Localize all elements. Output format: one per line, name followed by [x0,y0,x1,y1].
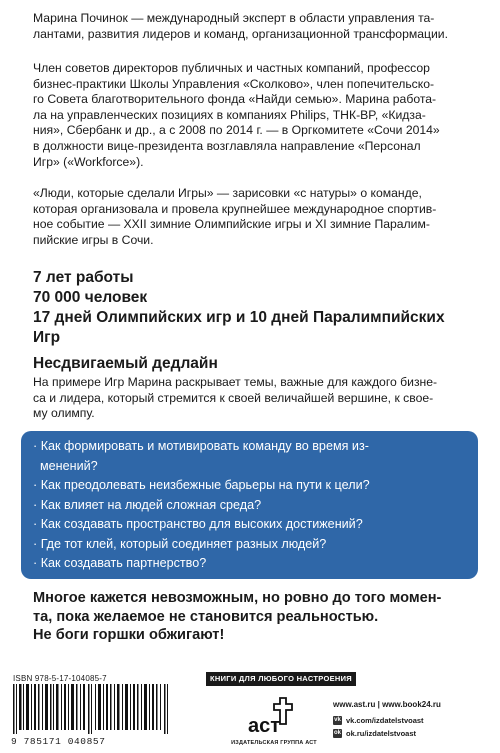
bio-line: Марина Починок — международный эксперт в области управления та- [33,11,435,25]
question-item: · Как создавать пространство для высоких достижений? [33,517,363,531]
bio-line: лантами, развития лидеров и команд, организационной трансформации. [33,26,449,41]
author-bio [33,11,470,42]
logo-text: аст [248,715,281,737]
isbn-label: ISBN 978-5-17-104085-7 [13,674,107,683]
closing-line: Многое кажется невозможным, но ровно до того момен- [33,590,442,606]
vk-link[interactable] [333,716,424,725]
career-line: Член советов директоров публичных и частных компаний, профессор [33,61,430,75]
about-line: пийские игры в Сочи. [33,232,154,247]
closing-line: та, пока желаемое не становится реальностью. [33,608,379,625]
career-line: в должности вице-президента возглавляла направление «Персонал [33,138,421,153]
vk-url: vk.com/izdatelstvoast [346,716,424,725]
stat-people: 70 000 человек [33,289,148,306]
career-line: Игр» («Workforce»). [33,154,144,169]
questions-box [21,431,478,579]
question-item: · Как преодолевать неизбежные барьеры на пути к цели? [33,478,370,492]
book-about [33,186,470,248]
about-line: которая организовала и провела крупнейшее международное спортив- [33,201,437,216]
publisher-tagline: КНИГИ ДЛЯ ЛЮБОГО НАСТРОЕНИЯ ЗДЕСЬ [206,672,356,686]
career-line: ла на управленческих позициях в компаниях Philips, ТНК-BP, «Кидза- [33,107,426,122]
ok-link[interactable] [333,729,416,738]
stats-block [33,268,473,374]
stat-years: 7 лет работы [33,269,134,286]
question-item: · Как влияет на людей сложная среда? [33,497,262,512]
question-item: менений? [33,458,98,473]
closing-line: Не боги горшки обжигают! [33,627,225,643]
about-line: ное событие — XXII зимние Олимпийские игры и XI зимние Паралим- [33,217,430,232]
vk-icon: vk [334,717,341,723]
barcode-number: 9 785171 040857 [11,736,106,747]
stat-days: 17 дней Олимпийских игр и 10 дней Паралимпийских Игр [33,309,445,346]
publisher-logo [242,694,298,742]
intro-line: му олимпу. [33,406,95,421]
publisher-name: ИЗДАТЕЛЬСКАЯ ГРУППА АСТ [231,740,317,746]
question-item: · Как создавать партнерство? [33,556,207,570]
career-line: го Совета благотворительного фонда «Найди семью». Марина работа- [33,92,437,107]
question-item: · Как формировать и мотивировать команду во время из- [33,439,369,453]
websites[interactable]: www.ast.ru | www.book24.ru [333,700,441,709]
intro-line: На примере Игр Марина раскрывает темы, важные для каждого бизне- [33,375,438,389]
ok-url: ok.ru/izdatelstvoast [346,729,417,738]
about-line: «Люди, которые сделали Игры» — зарисовки «с натуры» о команде, [33,186,422,200]
author-career [33,61,470,170]
barcode [11,684,173,734]
closing-text [33,589,473,645]
career-line: бизнес-практики Школы Управления «Сколково», член попечительско- [33,76,435,91]
intro-text [33,375,470,422]
intro-line: са и лидера, который стремится к своей величайшей вершине, к свое- [33,390,434,405]
career-line: ния», Сбербанк и др., а с 2008 по 2014 г. — в Оргкомитете «Сочи 2014» [33,123,440,138]
stat-deadline: Несдвигаемый дедлайн [33,355,218,372]
ok-icon: ok [333,730,341,736]
question-item: · Где тот клей, который соединяет разных людей? [33,536,327,551]
